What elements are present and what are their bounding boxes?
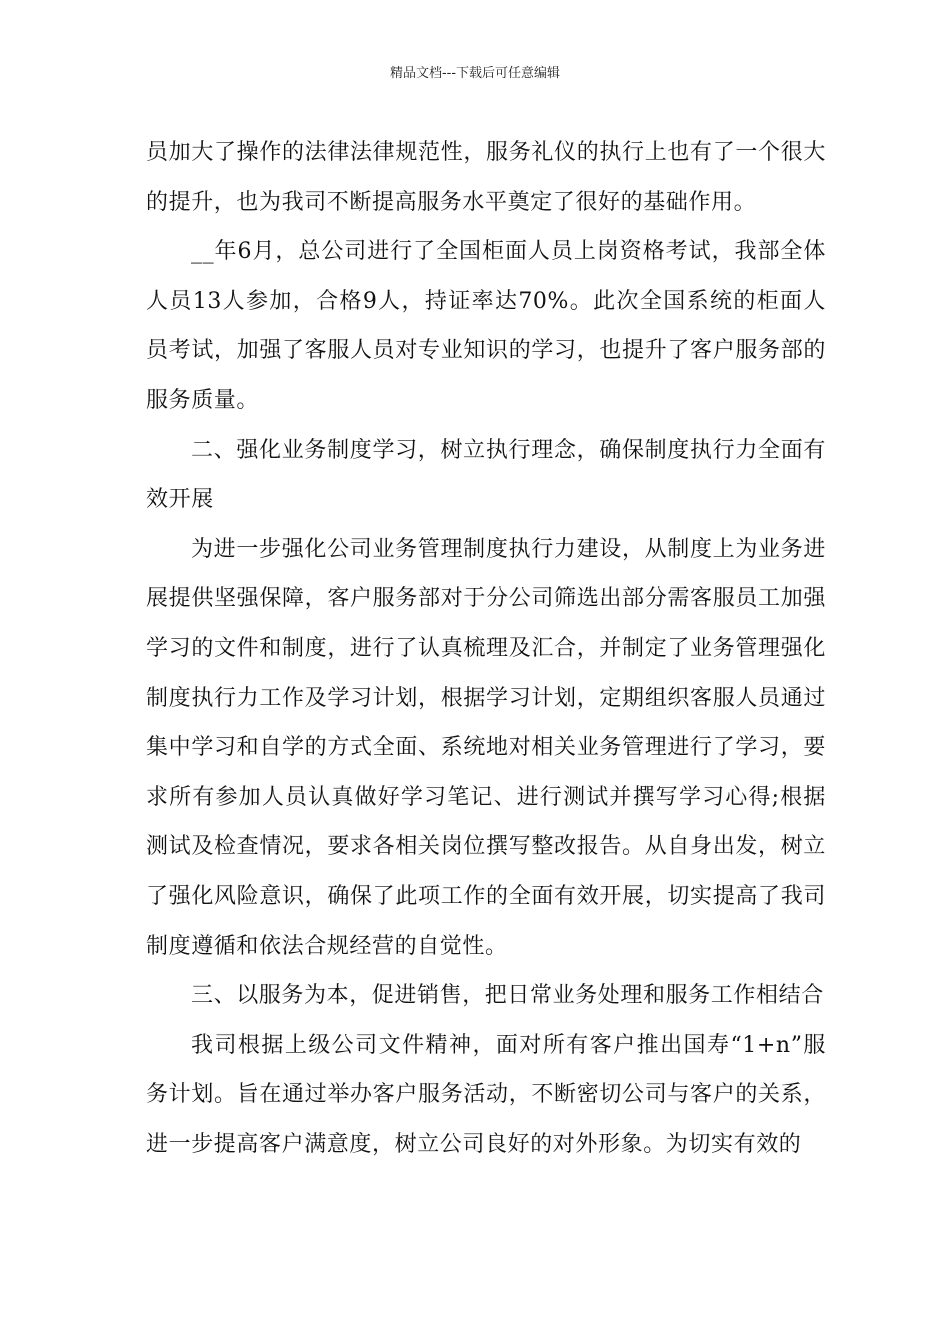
section-heading-3: 三、以服务为本，促进销售，把日常业务处理和服务工作相结合 — [191, 983, 824, 1009]
paragraph-4: 我司根据上级公司文件精神，面对所有客户推出国寿“1+n”服务计划。旨在通过举办客户服务活动，不断密切公司与客户的关系，进一步提高客户满意度，树立公司良好的对外形象。为切实有效的 — [146, 1032, 826, 1157]
document-body — [146, 128, 826, 1169]
paragraph-2: __年6月，总公司进行了全国柜面人员上岗资格考试，我部全体人员13人参加，合格9人，持证率达70%。此次全国系统的柜面人员考试，加强了客服人员对专业知识的学习，也提升了客户服务部的服务质量。 — [146, 239, 826, 413]
paragraph-3: 为进一步强化公司业务管理制度执行力建设，从制度上为业务进展提供坚强保障，客户服务部对于分公司筛选出部分需客服员工加强学习的文件和制度，进行了认真梳理及汇合，并制定了业务管理强化制度执行力工作及学习计划，根据学习计划，定期组织客服人员通过集中学习和自学的方式全面、系统地对相关业务管理进行了学习，要求所有参加人员认真做好学习笔记、进行测试并撰写学习心得;根据测试及检查情况，要求各相关岗位撰写整改报告。从自身出发，树立了强化风险意识，确保了此项工作的全面有效开展，切实提高了我司制度遵循和依法合规经营的自觉性。 — [146, 536, 826, 959]
page-header: 精品文档---下载后可任意编辑 — [389, 66, 561, 81]
paragraph-1: 员加大了操作的法律法律规范性，服务礼仪的执行上也有了一个很大的提升，也为我司不断提高服务水平奠定了很好的基础作用。 — [146, 140, 826, 215]
section-heading-2: 二、强化业务制度学习，树立执行理念，确保制度执行力全面有效开展 — [146, 437, 826, 513]
